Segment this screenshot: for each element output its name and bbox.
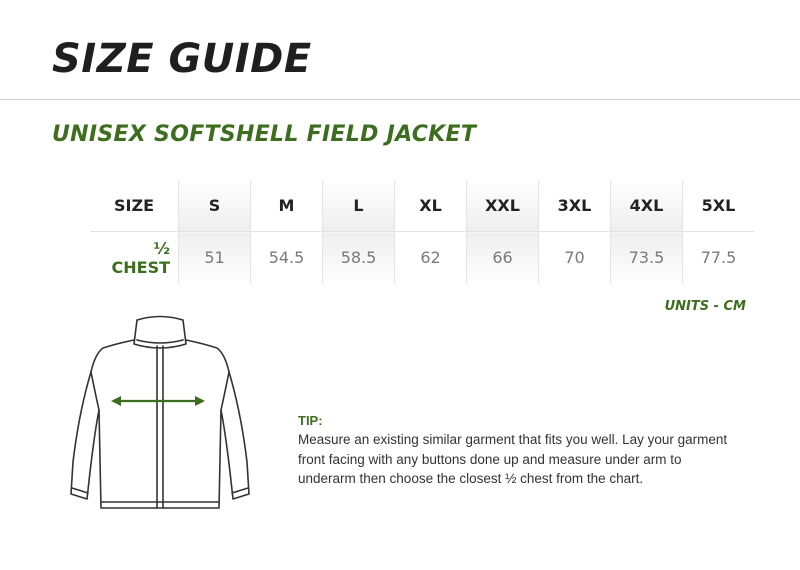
chest-value-xl: 62 <box>395 232 467 284</box>
size-header-s: S <box>179 180 251 232</box>
size-header-xl: XL <box>395 180 467 232</box>
size-header-5xl: 5XL <box>683 180 755 232</box>
chest-value-l: 58.5 <box>323 232 395 284</box>
product-name: UNISEX SOFTSHELL FIELD JACKET <box>52 122 477 147</box>
tip-text: Measure an existing similar garment that fits you well. Lay your garment front facing with any buttons done up and measure under arm to underarm then choose the closest ½ chest from the chart. <box>298 432 728 486</box>
size-header-xxl: XXL <box>467 180 539 232</box>
chest-row-label: ½ CHEST <box>111 238 170 277</box>
size-chart-table <box>90 180 754 283</box>
size-header-3xl: 3XL <box>539 180 611 232</box>
chest-row <box>90 232 754 284</box>
size-header-4xl: 4XL <box>611 180 683 232</box>
chest-value-s: 51 <box>179 232 251 284</box>
chest-value-5xl: 77.5 <box>683 232 755 284</box>
chest-value-4xl: 73.5 <box>611 232 683 284</box>
size-row-label: SIZE <box>90 180 179 232</box>
size-row <box>90 180 754 232</box>
page-title: SIZE GUIDE <box>52 36 312 82</box>
title-divider <box>0 99 800 100</box>
units-label: UNITS - CM <box>664 299 746 314</box>
size-header-m: M <box>251 180 323 232</box>
chest-measure-arrow <box>65 312 255 517</box>
jacket-illustration <box>65 312 255 517</box>
chest-value-m: 54.5 <box>251 232 323 284</box>
chest-value-3xl: 70 <box>539 232 611 284</box>
size-header-l: L <box>323 180 395 232</box>
tip-heading: TIP: <box>298 413 323 428</box>
chest-value-xxl: 66 <box>467 232 539 284</box>
